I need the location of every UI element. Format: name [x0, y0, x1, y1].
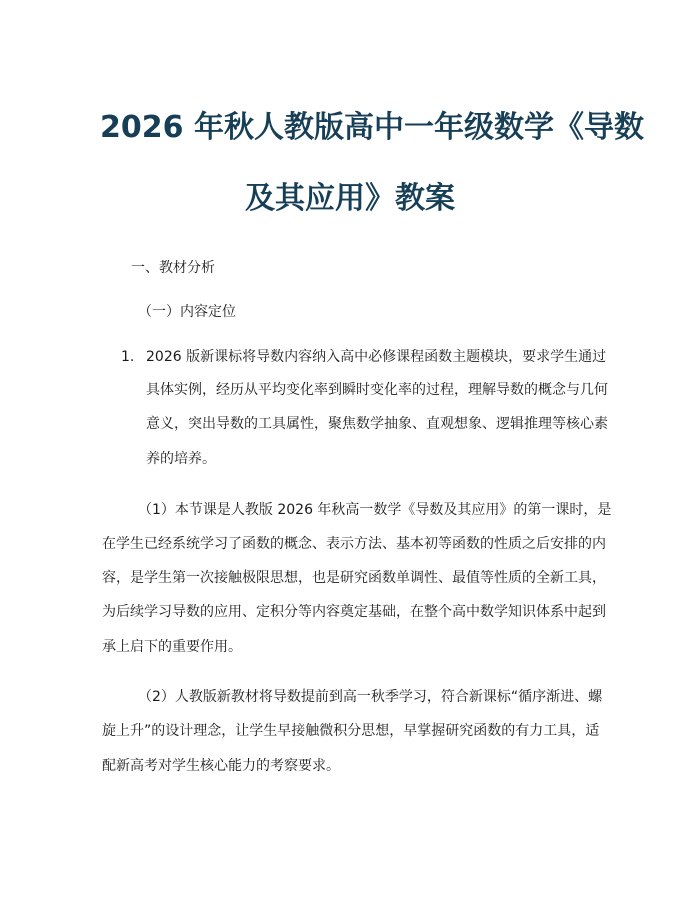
subsection-heading-content-positioning: （一）内容定位: [138, 304, 236, 320]
paragraph-2-line: 配新高考对学生核心能力的考察要求。: [102, 758, 340, 774]
list-item-number: 1.: [121, 349, 135, 365]
document-title-line-1: 2026 年秋人教版高中一年级数学《导数: [100, 110, 644, 145]
list-item-line: 意义，突出导数的工具属性，聚焦数学抽象、直观想象、逻辑推理等核心素: [146, 416, 608, 432]
paragraph-1-line: 承上启下的重要作用。: [102, 639, 242, 655]
paragraph-1-line: 在学生已经系统学习了函数的概念、表示方法、基本初等函数的性质之后安排的内: [102, 536, 606, 552]
list-item-line: 养的培养。: [146, 451, 216, 467]
section-heading-teaching-material-analysis: 一、教材分析: [131, 260, 215, 276]
list-item-line: 具体实例，经历从平均变化率到瞬时变化率的过程，理解导数的概念与几何: [146, 382, 608, 398]
paragraph-2-line: （2）人教版新教材将导数提前到高一秋季学习，符合新课标“循序渐进、螺: [138, 689, 603, 705]
paragraph-1-line: 为后续学习导数的应用、定积分等内容奠定基础，在整个高中数学知识体系中起到: [102, 604, 606, 620]
paragraph-1-line: 容，是学生第一次接触极限思想，也是研究函数单调性、最值等性质的全新工具，: [102, 570, 606, 586]
paragraph-1-line: （1）本节课是人教版 2026 年秋高一数学《导数及其应用》的第一课时，是: [138, 502, 612, 518]
list-item-line: 2026 版新课标将导数内容纳入高中必修课程函数主题模块，要求学生通过: [146, 349, 607, 365]
document-title-line-2: 及其应用》教案: [245, 181, 455, 216]
paragraph-2-line: 旋上升”的设计理念，让学生早接触微积分思想，早掌握研究函数的有力工具，适: [102, 723, 600, 739]
